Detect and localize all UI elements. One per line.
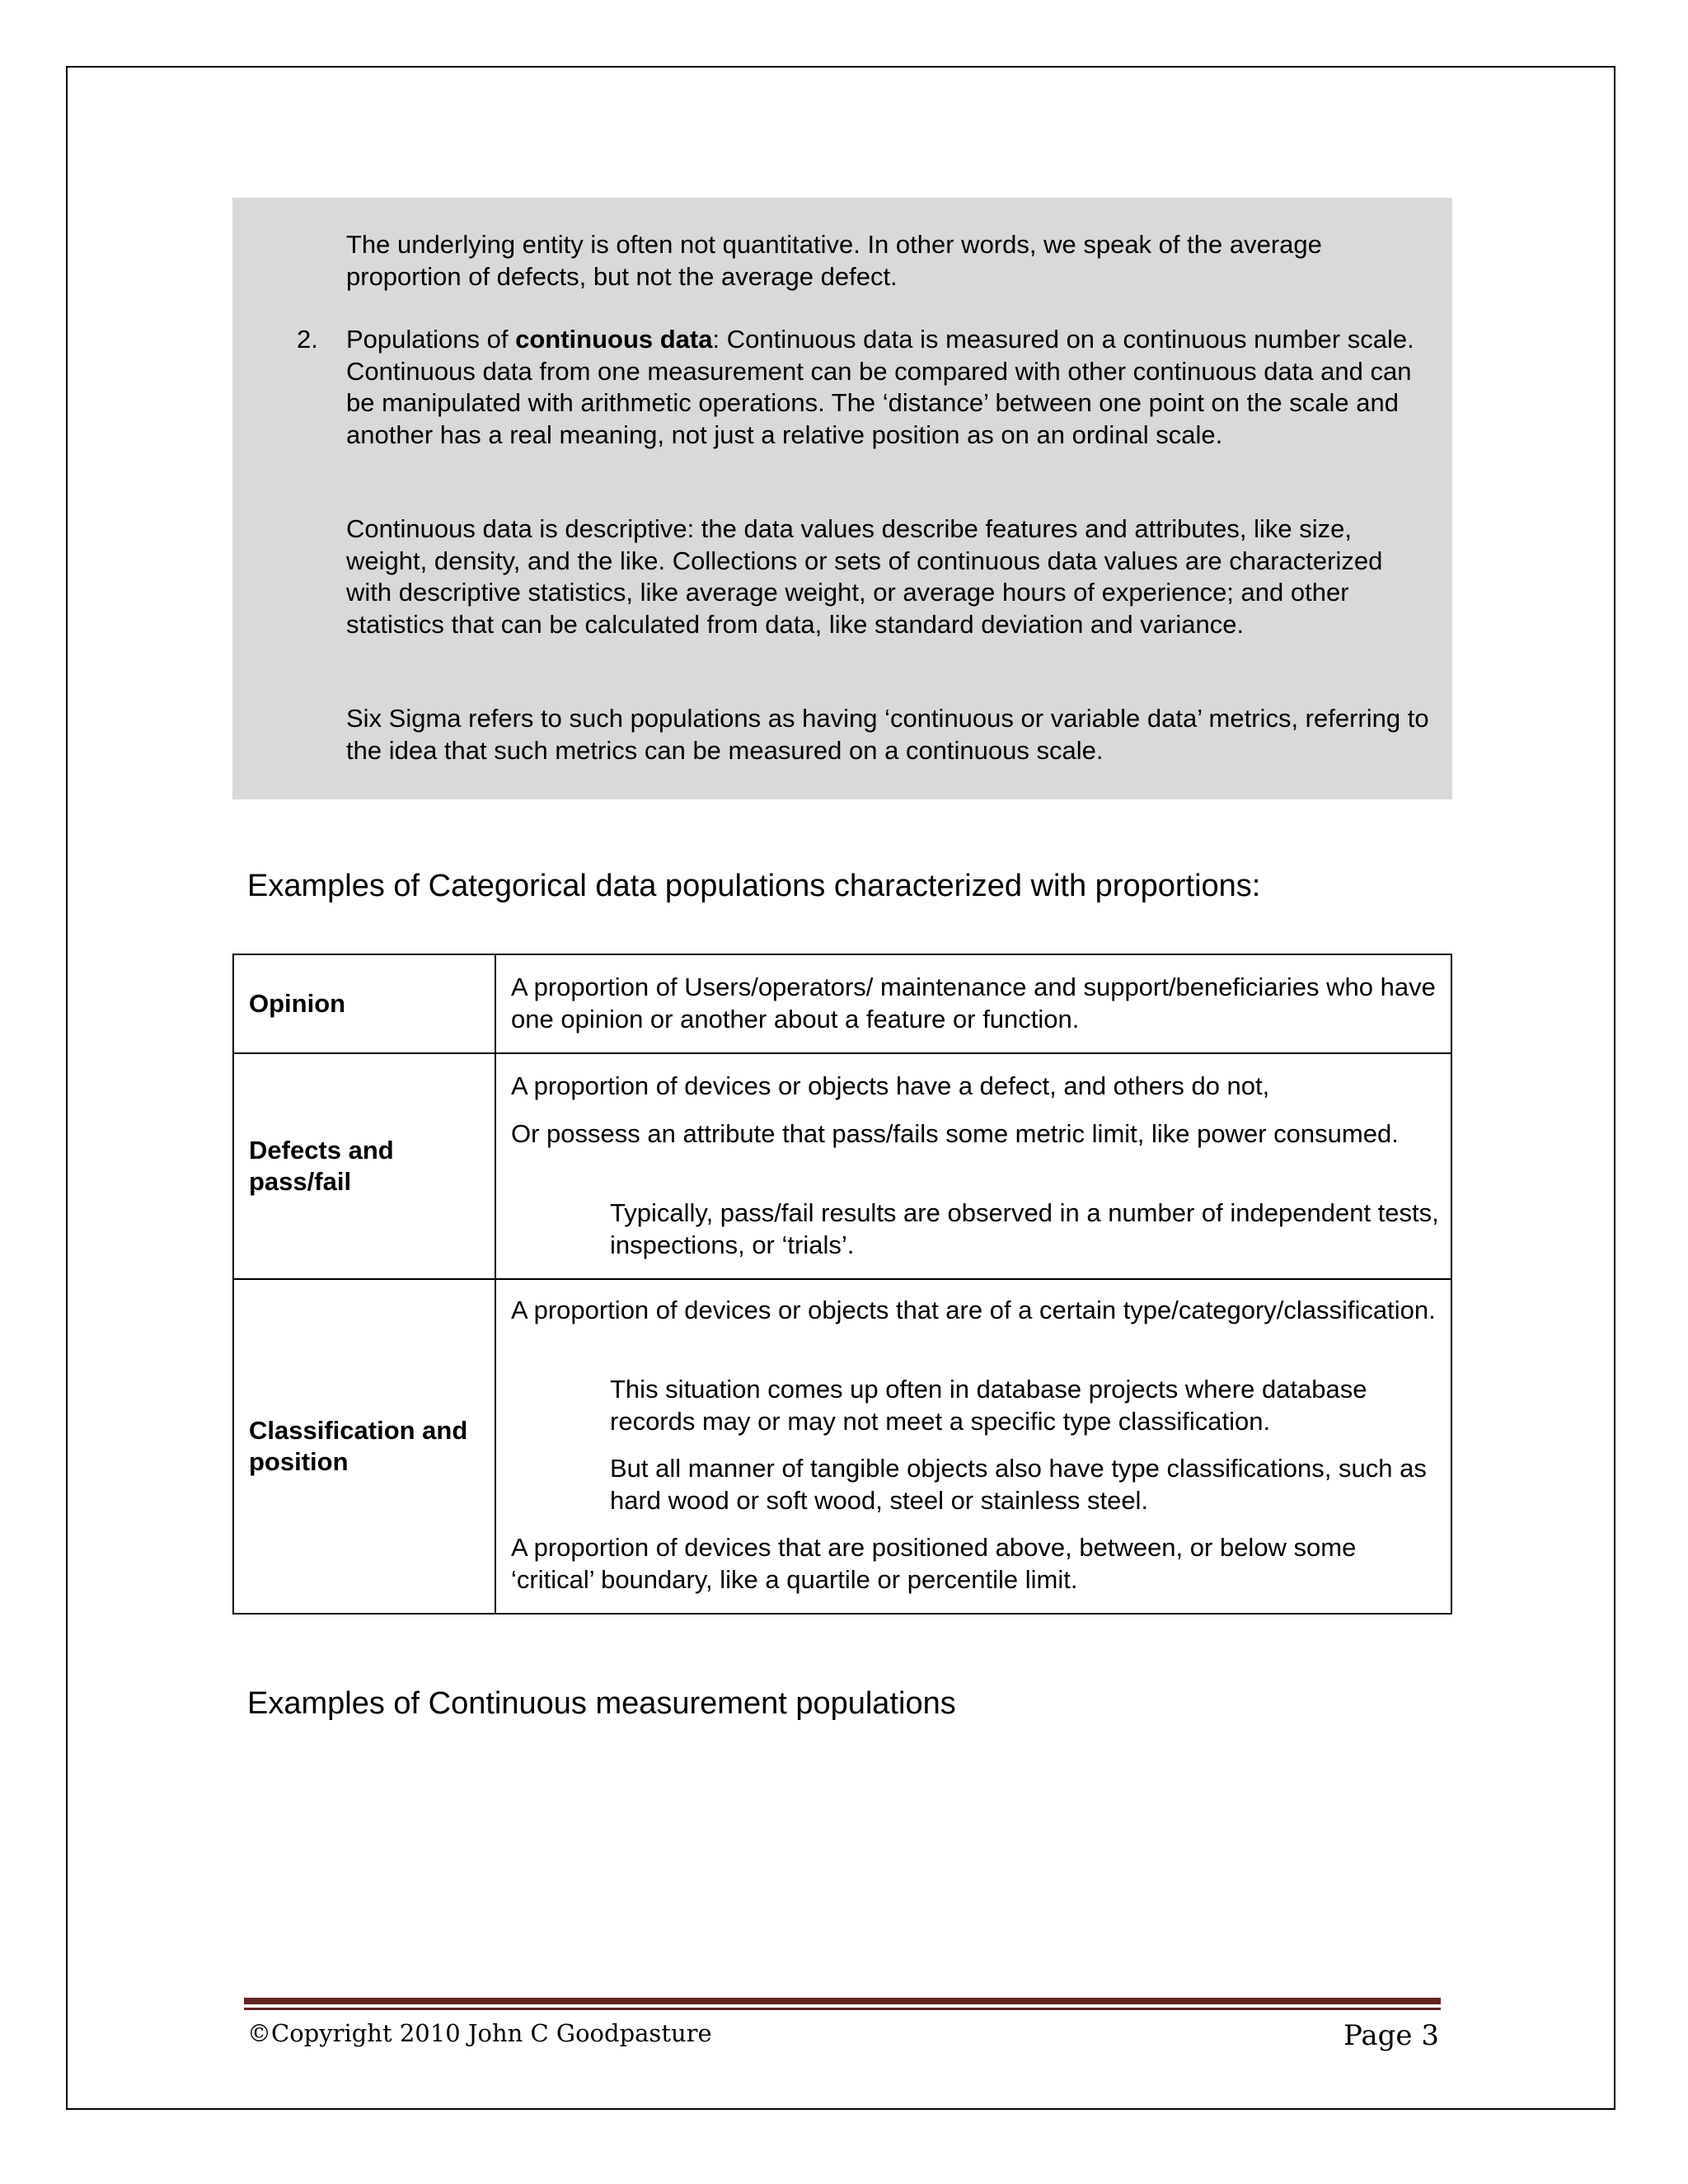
cell-text-indented: Typically, pass/fail results are observed in a number of independent tests, inspections, or ‘trials’. — [610, 1198, 1439, 1259]
cell-text: A proportion of devices or objects that are of a certain type/category/classification. — [511, 1296, 1436, 1324]
item-prefix: Populations of — [346, 325, 516, 354]
shaded-callout — [232, 198, 1452, 799]
footer-copyright: ©Copyright 2010 John C Goodpasture — [247, 2019, 712, 2047]
table-row — [234, 1278, 1451, 1613]
footer-rule-thick — [244, 1998, 1441, 2004]
footer-page-number: Page 3 — [1343, 2019, 1439, 2052]
cell-text-indented: This situation comes up often in database projects where database records may or may not meet a specific type classification. — [610, 1375, 1367, 1436]
row-body-opinion — [496, 955, 1451, 1052]
item-bold-term: continuous data — [515, 325, 713, 354]
table-row — [234, 1052, 1451, 1278]
row-label-defects: Defects and pass/fail — [234, 1054, 496, 1278]
heading-categorical-examples: Examples of Categorical data populations characterized with proportions: — [247, 869, 1261, 903]
cell-text: Or possess an attribute that pass/fails some metric limit, like power consumed. — [511, 1119, 1399, 1148]
cell-text: A proportion of Users/operators/ maintenance and support/beneficiaries who have one opinion or another about a feature or function. — [511, 972, 1436, 1033]
list-item-continuous-data — [346, 324, 1434, 451]
row-label-classification: Classification and position — [234, 1280, 496, 1613]
cell-text: A proportion of devices or objects have a defect, and others do not, — [511, 1071, 1270, 1100]
categorical-examples-table — [232, 954, 1452, 1615]
paragraph-descriptive: Continuous data is descriptive: the data values describe features and attributes, like size, weight, density, and the like. Collections or sets of continuous data values are characterized with descriptive statistics, like average weight, or average hours of experience; and other statistics that can be calculated from data, like standard deviation and variance. — [346, 514, 1383, 639]
heading-continuous-examples: Examples of Continuous measurement populations — [247, 1686, 956, 1721]
cell-text-indented: But all manner of tangible objects also have type classifications, such as hard wood or soft wood, steel or stainless steel. — [610, 1454, 1427, 1515]
list-number: 2. — [297, 325, 318, 354]
item-rest: : Continuous data is measured on a continuous number scale. Continuous data from one measurement can be compared with other continuous data and can be manipulated with arithmetic operations. The ‘distance’ between one point on the scale and another has a real meaning, not just a relative position as on an ordinal scale. — [346, 325, 1414, 449]
row-body-classification — [496, 1280, 1451, 1613]
paragraph-underlying-entity: The underlying entity is often not quantitative. In other words, we speak of the average proportion of defects, but not the average defect. — [346, 230, 1322, 291]
cell-text: A proportion of devices that are positioned above, between, or below some ‘critical’ boundary, like a quartile or percentile limit. — [511, 1533, 1357, 1594]
table-row — [234, 955, 1451, 1052]
row-label-opinion: Opinion — [234, 955, 496, 1052]
paragraph-six-sigma: Six Sigma refers to such populations as having ‘continuous or variable data’ metrics, referring to the idea that such metrics can be measured on a continuous scale. — [346, 704, 1429, 765]
row-body-defects — [496, 1054, 1451, 1278]
footer-rule-thin — [244, 2008, 1441, 2010]
